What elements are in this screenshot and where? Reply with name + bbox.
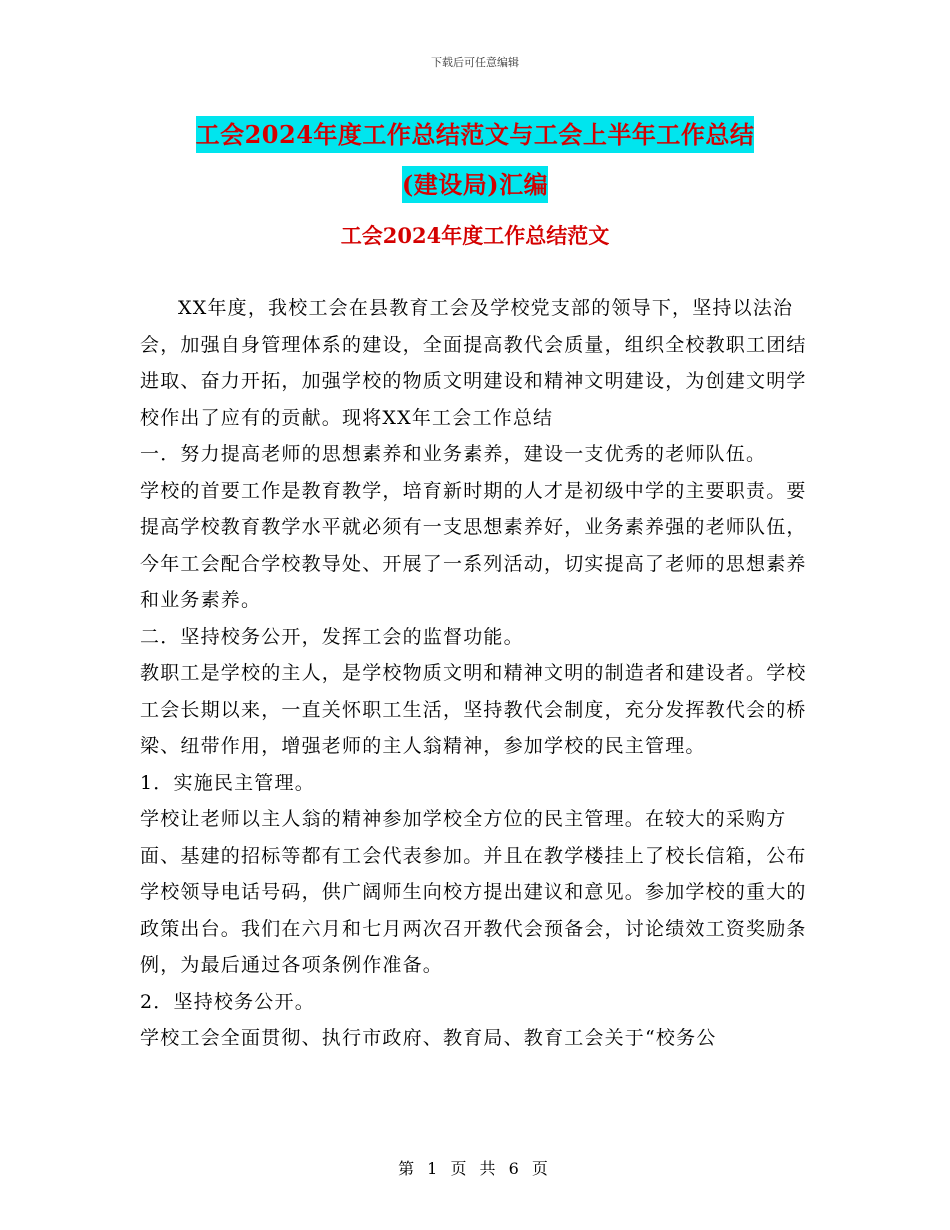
page-header-note: 下载后可任意编辑 bbox=[431, 56, 519, 69]
paragraph: 学校的首要工作是教育教学，培育新时期的人才是初级中学的主要职责。要提高学校教育教学水平就必须有一支思想素养好，业务素养强的老师队伍，今年工会配合学校教导处、开展了一系列活动，切实提高了老师的思想素养和业务素养。 bbox=[140, 479, 807, 611]
title-line-1: 工会2024年度工作总结范文与工会上半年工作总结 bbox=[196, 116, 755, 153]
page-number-footer: 第 1 页 共 6 页 bbox=[398, 1159, 552, 1178]
subheading-paragraph: 2．坚持校务公开。 bbox=[140, 990, 315, 1013]
subheading-paragraph: 1．实施民主管理。 bbox=[140, 771, 315, 794]
paragraph: XX年度，我校工会在县教育工会及学校党支部的领导下，坚持以法治会，加强自身管理体系的建设，全面提高教代会质量，组织全校教职工团结进取、奋力开拓，加强学校的物质文明建设和精神文明建设，为创建文明学校作出了应有的贡献。现将XX年工会工作总结 bbox=[140, 297, 807, 429]
paragraph: 学校工会全面贯彻、执行市政府、教育局、教育工会关于“校务公 bbox=[140, 1027, 717, 1049]
paragraph: 学校让老师以主人翁的精神参加学校全方位的民主管理。在较大的采购方面、基建的招标等都有工会代表参加。并且在教学楼挂上了校长信箱，公布学校领导电话号码，供广阔师生向校方提出建议和意见。参加学校的重大的政策出台。我们在六月和七月两次召开教代会预备会，讨论绩效工资奖励条例，为最后通过各项条例作准备。 bbox=[140, 808, 807, 976]
section-title: 工会2024年度工作总结范文 bbox=[340, 223, 610, 248]
heading-paragraph: 一．努力提高老师的思想素养和业务素养，建设一支优秀的老师队伍。 bbox=[140, 443, 767, 465]
body-text bbox=[140, 290, 810, 1057]
heading-paragraph: 二．坚持校务公开，发挥工会的监督功能。 bbox=[140, 625, 524, 648]
title-line-2: (建设局)汇编 bbox=[402, 166, 548, 203]
document-title bbox=[140, 110, 810, 210]
paragraph: 教职工是学校的主人，是学校物质文明和精神文明的制造者和建设者。学校工会长期以来，一直关怀职工生活，坚持教代会制度，充分发挥教代会的桥梁、纽带作用，增强老师的主人翁精神，参加学校的民主管理。 bbox=[140, 662, 807, 757]
